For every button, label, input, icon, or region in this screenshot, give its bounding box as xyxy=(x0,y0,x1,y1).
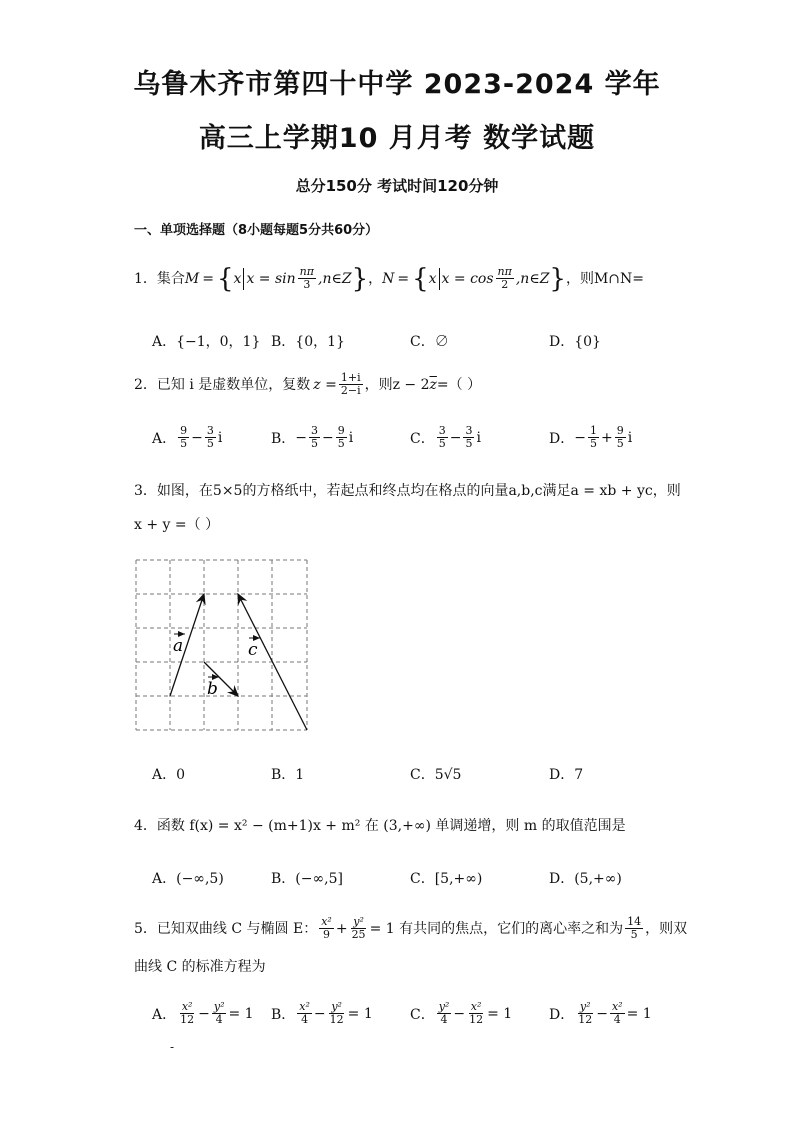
q3-option-b: B．1 xyxy=(271,767,305,783)
q2-zbar: $\overline{z}$ xyxy=(429,376,437,393)
q2-option-a: A． $\frac{9}{5}$ − $\frac{3}{5}$ i xyxy=(152,424,223,450)
q5-eq1: = 1 有共同的焦点，它们的离心率之和为 xyxy=(369,920,624,937)
question-1 xyxy=(134,263,645,294)
q3-option-c: C．5√5 xyxy=(410,767,462,783)
q1-cond1: x = sin xyxy=(246,270,296,287)
q1-tail: ，则M∩N= xyxy=(565,270,645,287)
vector-c-label: c xyxy=(248,640,258,660)
question-5-line1 xyxy=(134,916,687,941)
grid-lines xyxy=(136,560,307,730)
section-heading: 一、单项选择题（8小题每题5分共60分） xyxy=(134,223,379,238)
q1-set-n: N xyxy=(382,270,395,287)
vector-b-label: b xyxy=(207,679,218,699)
q2-option-c: C． $\frac{3}{5}$ − $\frac{3}{5}$ i xyxy=(410,424,481,450)
q1-cond2-tail: ,n∈Z xyxy=(515,270,550,287)
q1-eq2: = xyxy=(397,270,410,287)
q1-bar-2 xyxy=(439,268,440,290)
q1-sep: ， xyxy=(368,270,383,287)
question-3-line1: 3．如图，在5×5的方格纸中，若起点和终点均在格点的向量a,b,c满足a = xb + yc，则 xyxy=(134,483,681,499)
vector-a-label: a xyxy=(173,636,184,656)
question-4: 4．函数 f(x) = x² − (m+1)x + m² 在 (3,+∞) 单调递增，则 m 的取值范围是 xyxy=(134,818,626,834)
q1-cond1-tail: ,n∈Z xyxy=(318,270,352,287)
footer-mark: - xyxy=(170,1040,175,1054)
q5-frac2: $\frac{\text{y²}}{25}$ xyxy=(351,915,366,941)
q1-prefix: 1．集合 xyxy=(134,270,185,287)
q2-tail2: =（ ） xyxy=(436,376,482,393)
q1-option-d: D．{0} xyxy=(549,334,601,350)
q1-option-a: A．{−1，0，1} xyxy=(152,334,261,350)
q1-eq: = xyxy=(202,270,214,287)
q5-option-d: D． $\frac{\text{y²}}{12}$ − $\frac{\text{x²}}{4}$ = 1 xyxy=(549,1000,652,1026)
q5-frac1: $\frac{\text{x²}}{9}$ xyxy=(321,915,332,941)
exam-title-line1: 乌鲁木齐市第四十中学 2023-2024 学年 xyxy=(133,69,661,100)
exam-subtitle: 总分150分 考试时间120分钟 xyxy=(295,177,499,195)
q4-option-c: C．[5,+∞) xyxy=(410,871,483,887)
q2-z-eq: z = xyxy=(313,376,337,393)
q3-grid-figure xyxy=(130,554,320,738)
q2-option-d: D． − $\frac{1}{5}$ + $\frac{9}{5}$ i xyxy=(549,424,633,450)
question-5-line2: 曲线 C 的标准方程为 xyxy=(134,959,266,975)
exam-title-line2: 高三上学期10 月月考 数学试题 xyxy=(198,123,596,154)
q1-frac1: $\frac{n\pi}{3}$ xyxy=(299,265,314,291)
q1-bar xyxy=(243,268,244,290)
q1-brace-close-2: } xyxy=(549,263,566,294)
q2-option-b: B． − $\frac{3}{5}$ − $\frac{9}{5}$ i xyxy=(271,424,354,450)
q4-option-d: D．(5,+∞) xyxy=(549,871,622,887)
q5-option-a: A． $\frac{\text{x²}}{12}$ − $\frac{\text{y²}}{4}$ = 1 xyxy=(152,1000,254,1026)
q4-option-a: A．(−∞,5) xyxy=(152,871,224,887)
q3-option-d: D．7 xyxy=(549,767,584,783)
question-2 xyxy=(134,372,481,397)
q1-option-c: C．∅ xyxy=(410,334,449,350)
q2-frac: $\frac{1+i}{2-i}$ xyxy=(340,371,361,397)
q5-prefix: 5．已知双曲线 C 与椭圆 E： xyxy=(134,920,318,937)
q1-cond2: x = cos xyxy=(441,270,494,287)
q4-option-b: B．(−∞,5] xyxy=(271,871,343,887)
q1-option-b: B．{0，1} xyxy=(271,334,345,350)
q1-var-x-2: x xyxy=(428,270,437,287)
q5-option-c: C． $\frac{\text{y²}}{4}$ − $\frac{\text{x²}}{12}$ = 1 xyxy=(410,1000,513,1026)
q2-prefix: 2．已知 i 是虚数单位，复数 xyxy=(134,376,311,393)
q1-var-x: x xyxy=(233,270,242,287)
q2-tail: ，则z − 2 xyxy=(364,376,430,393)
q1-brace-open: { xyxy=(217,263,234,294)
q5-plus: + xyxy=(335,920,348,937)
q3-option-a: A．0 xyxy=(152,767,186,783)
q1-brace-open-2: { xyxy=(412,263,429,294)
q1-set-m: M xyxy=(184,270,200,287)
q5-option-b: B． $\frac{\text{x²}}{4}$ − $\frac{\text{y²}}{12}$ = 1 xyxy=(271,1000,373,1026)
q1-brace-close: } xyxy=(351,263,369,294)
question-3-line2: x + y =（ ） xyxy=(134,517,220,533)
q5-tail: ，则双 xyxy=(645,920,688,937)
q1-frac2: $\frac{n\pi}{2}$ xyxy=(497,265,512,291)
q5-frac3: $\frac{14}{5}$ xyxy=(627,915,642,941)
